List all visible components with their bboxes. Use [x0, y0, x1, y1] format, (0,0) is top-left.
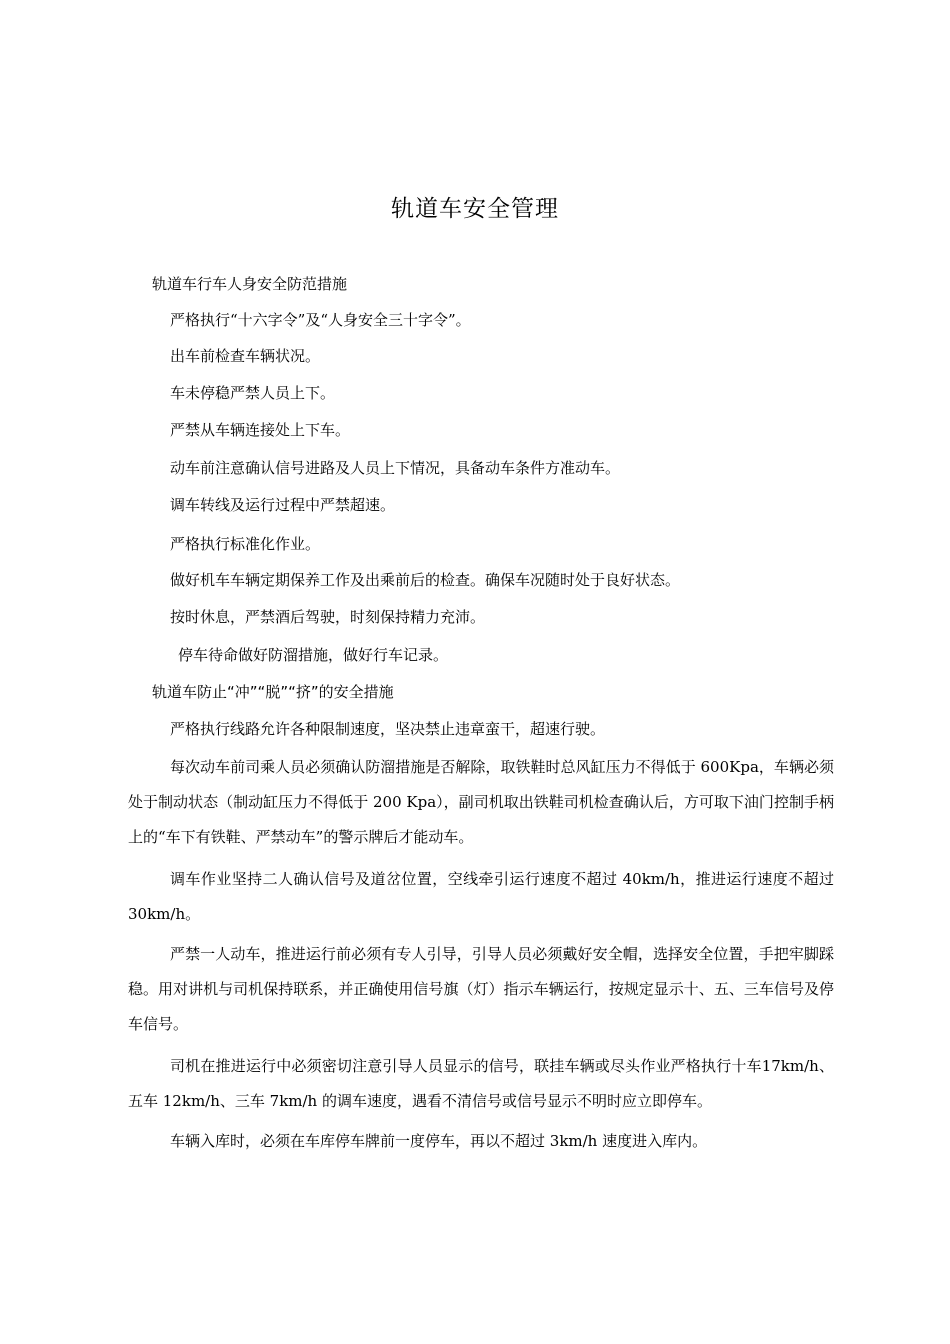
- section-heading-personal-safety: 轨道车行车人身安全防范措施: [152, 275, 348, 293]
- list-item: 做好机车车辆定期保养工作及出乘前后的检查。确保车况随时处于良好状态。: [170, 571, 681, 589]
- list-item: 动车前注意确认信号进路及人员上下情况，具备动车条件方准动车。: [170, 459, 621, 477]
- list-item: 调车转线及运行过程中严禁超速。: [170, 496, 396, 514]
- list-item: 严格执行线路允许各种限制速度，坚决禁止违章蛮干，超速行驶。: [170, 720, 606, 738]
- list-item: 严禁从车辆连接处上下车。: [170, 421, 351, 439]
- list-item: 严格执行“十六字令”及“人身安全三十字令”。: [170, 311, 471, 329]
- list-item: 车未停稳严禁人员上下。: [170, 384, 336, 402]
- list-item: 停车待命做好防溜措施，做好行车记录。: [178, 646, 449, 664]
- body-paragraph: 司机在推进运行中必须密切注意引导人员显示的信号，联挂车辆或尽头作业严格执行十车17km/h、五车 12km/h、三车 7km/h 的调车速度，遇看不清信号或信号显示不明时应立即停车。: [128, 1057, 834, 1110]
- body-paragraph: 车辆入库时，必须在车库停车牌前一度停车，再以不超过 3km/h 速度进入库内。: [170, 1132, 708, 1150]
- body-paragraph: 调车作业坚持二人确认信号及道岔位置，空线牵引运行速度不超过 40km/h，推进运行速度不超过 30km/h。: [128, 870, 834, 923]
- body-paragraph: 严禁一人动车，推进运行前必须有专人引导，引导人员必须戴好安全帽，选择安全位置，手把牢脚踩稳。用对讲机与司机保持联系，并正确使用信号旗（灯）指示车辆运行，按规定显示十、五、三车信号及停车信号。: [128, 945, 834, 1033]
- document-title: 轨道车安全管理: [391, 196, 559, 222]
- body-paragraph: 每次动车前司乘人员必须确认防溜措施是否解除，取铁鞋时总风缸压力不得低于 600Kpa，车辆必须处于制动状态（制动缸压力不得低于 200 Kpa），副司机取出铁鞋司机检查确认后，方可取下油门控制手柄上的“车下有铁鞋、严禁动车”的警示牌后才能动车。: [128, 758, 834, 846]
- list-item: 严格执行标准化作业。: [170, 535, 321, 553]
- section-heading-anti-collision: 轨道车防止“冲”“脱”“挤”的安全措施: [152, 683, 394, 701]
- list-item: 按时休息，严禁酒后驾驶，时刻保持精力充沛。: [170, 608, 486, 626]
- list-item: 出车前检查车辆状况。: [170, 347, 321, 365]
